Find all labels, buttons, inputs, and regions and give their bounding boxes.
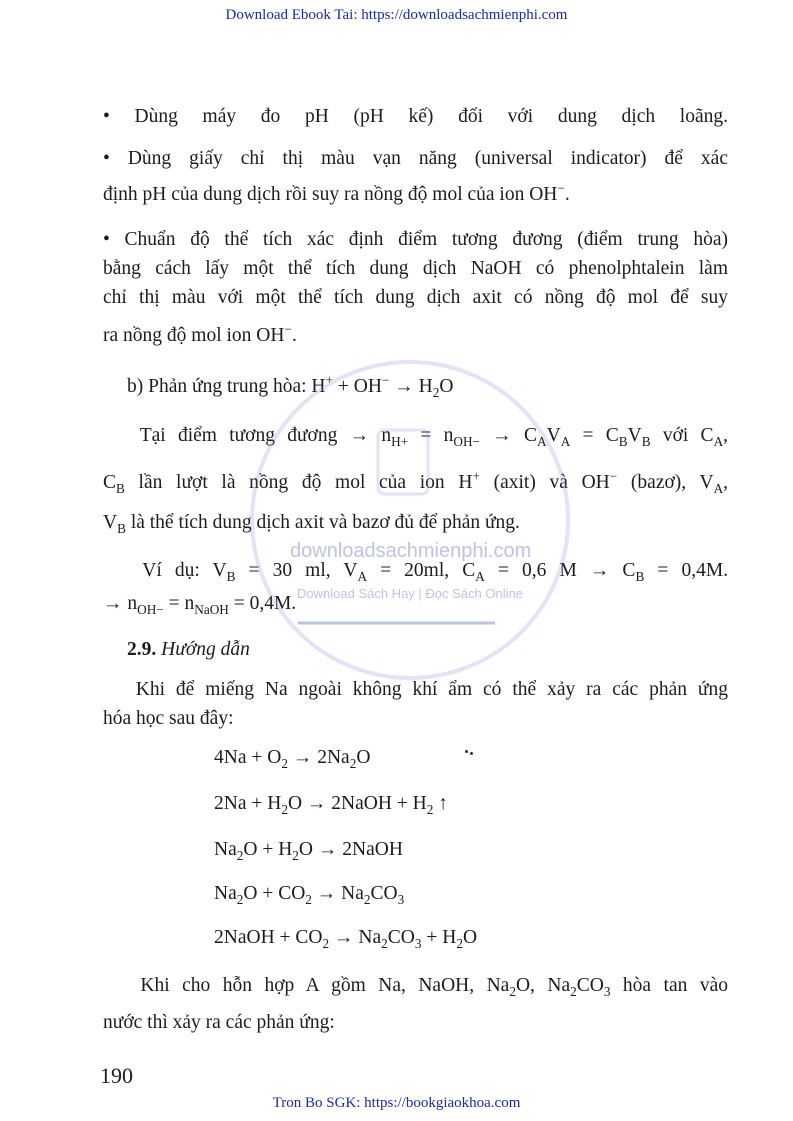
watermark-site: downloadsachmienphi.com <box>290 540 532 562</box>
bullet-universal-indicator-line1: • Dùng giấy chỉ thị màu vạn năng (universal indicator) để xác <box>103 148 728 169</box>
neutralization-reaction: b) Phản ứng trung hòa: $H^+ + OH^- \to H_2O$ <box>127 372 454 400</box>
equation-2: $2Na + H_2O$ → 2NaOH + $H_2$ ↑ <box>214 793 449 817</box>
ink-dot <box>470 752 473 755</box>
equivalence-line3: $V_B$ là thể tích dung dịch axit và bazơ đủ để phản ứng. <box>103 512 520 536</box>
guide-para2-line1: Khi cho hỗn hợp A gồm Na, NaOH, $Na_2O$, $Na_2CO_3$ hòa tan vào <box>140 975 728 999</box>
bullet-titration-line3: chỉ thị màu với một thể tích dung dịch axit có nồng độ mol để suy <box>103 287 728 308</box>
equation-4: $Na_2O + CO_2 \to Na_2CO_3$ <box>214 883 405 907</box>
equivalence-line2: $C_B$ lần lượt là nồng độ mol của ion H+ (axit) và OH− (bazơ), $V_A$, <box>103 468 729 496</box>
page-number: 190 <box>100 1063 133 1088</box>
equation-1: $4Na + O_2 \to 2Na_2O$ <box>214 747 371 771</box>
bullet-ph-meter: • Dùng máy đo pH (pH kế) đối với dung dịch loãng. <box>103 106 728 127</box>
section-heading: 2.9. Hướng dẫn <box>127 639 250 660</box>
example-line2: → $n_{OH-} = n_{NaOH} = 0,4M$. <box>103 593 297 617</box>
example-line1: Ví dụ: $V_B = 30$ ml, $V_A = 20ml$, $C_A = 0,6$ $M \to C_B = 0,4M$. <box>142 560 729 584</box>
header-download-link[interactable]: Download Ebook Tai: https://downloadsachmienphi.com <box>225 7 568 23</box>
watermark-tagline: Download Sách Hay | Đọc Sách Online <box>297 586 523 601</box>
bullet-titration-line1: • Chuẩn độ thể tích xác định điểm tương đương (điểm trung hòa) <box>103 229 728 250</box>
guide-para1-line1: Khi để miếng Na ngoài không khí ẩm có thể xảy ra các phản ứng <box>135 679 728 700</box>
equivalence-line1: Tại điểm tương đương → $n_{H+} = n_{OH-} \to C_AV_A = C_BV_B$ với $C_A$, <box>139 425 729 449</box>
guide-para2-line2: nước thì xảy ra các phản ứng: <box>103 1012 335 1033</box>
ink-dot <box>465 750 468 753</box>
footer-sgk-link[interactable]: Tron Bo SGK: https://bookgiaokhoa.com <box>272 1095 521 1111</box>
guide-para1-line2: hóa học sau đây: <box>103 708 234 729</box>
bullet-titration-line4: ra nồng độ mol ion OH−. <box>103 321 297 346</box>
equation-3: $Na_2O + H_2O$ → 2NaOH <box>214 839 403 863</box>
bullet-universal-indicator-line2: định pH của dung dịch rồi suy ra nồng độ mol của ion OH−. <box>103 180 570 205</box>
equation-5: 2NaOH + $CO_2 \to Na_2CO_3 + H_2O$ <box>214 927 478 951</box>
bullet-titration-line2: bằng cách lấy một thể tích dung dịch NaOH có phenolphtalein làm <box>103 258 728 279</box>
